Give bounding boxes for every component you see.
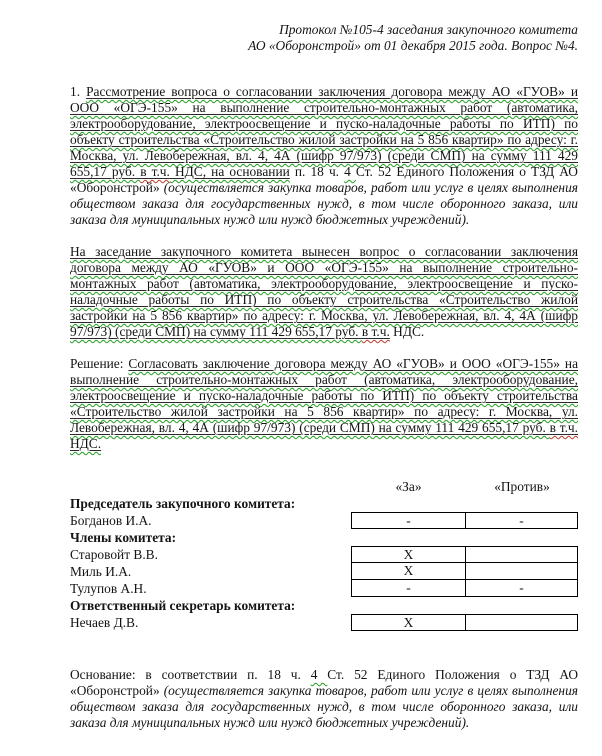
p2-end: НДС.	[389, 324, 425, 339]
p1-plain-mid1: п. 18 ч.	[289, 164, 345, 179]
vote-cell-protiv: -	[466, 512, 578, 529]
vote-row-nechaev	[70, 614, 578, 631]
vote-cell-protiv	[466, 563, 578, 580]
paragraph-3	[70, 356, 578, 452]
basis-paragraph	[70, 667, 578, 731]
p3-abbrev: в т.ч.	[549, 420, 578, 435]
vote-cell-protiv	[466, 495, 578, 512]
vote-row-starovoyt	[70, 546, 578, 563]
vote-cell-za: X	[351, 563, 466, 580]
vote-row-members-title	[70, 529, 578, 546]
p1-plain-mid2: Ст. 52 Единого Положения о ТЗД АО «Оборонстрой»	[70, 164, 578, 195]
p2-underlined-main: На заседание закупочного комитета вынесен вопрос о согласовании заключения договора между АО «ГУОВ» и ООО «ОГЭ-155» на выполнение строительно-монтажных работ (автоматика, электрооборудование, электроосвещение и пуско-наладочные работы по ИТП) по объекту строительства «Строительство жилой застройки на 5 856 квартир» по адресу: г. Москва, ул. Левобережная, вл. 4, 4А (шифр 97/973) (среди СМП) на сумму 111 429 655,17 руб.	[70, 244, 578, 339]
vote-row-bogdanov	[70, 512, 578, 529]
doc-header	[70, 22, 578, 54]
vote-cell-za	[351, 495, 466, 512]
p1-underlined-main: Рассмотрение вопроса о согласовании заключения договора между АО «ГУОВ» и ООО «ОГЭ-155» на выполнение строительно-монтажных работ (автоматика, электрооборудование, электроосвещение и пуско-наладочные работы по ИТП) по объекту строительства «Строительство жилой застройки на 5 856 квартир» по адресу: г. Москва, ул. Левобережная, вл. 4, 4А (шифр 97/973) (среди СМП) на сумму 111 429 655,17 руб.	[70, 84, 578, 179]
vote-cell-za: X	[351, 546, 466, 563]
p3-underlined-main: Согласовать заключение договора между АО «ГУОВ» и ООО «ОГЭ-155» на выполнение строительно-монтажных работ (автоматика, электрооборудование, электроосвещение и пуско-наладочные работы по ИТП) по объекту строительства «Строительство жилой застройки на 5 856 квартир» по адресу: г. Москва, ул. Левобережная, вл. 4, 4А (шифр 97/973) (среди СМП) на сумму 111 429 655,17 руб.	[70, 356, 579, 435]
doc-header-line1: Протокол №105-4 заседания закупочного комитета	[279, 22, 578, 37]
p1-number: 1.	[70, 84, 87, 99]
p1-italic-note: (осуществляется закупка товаров, работ или услуг в целях выполнения обществом заказа для государственных нужд, в том числе оборонного заказа, или заказа для муниципальных нужд или нужд бюджетных учреждений).	[70, 180, 578, 227]
vote-cell-za: -	[351, 512, 466, 529]
vote-row-label: Миль И.А.	[70, 564, 132, 579]
vote-row-label: Старовойт В.В.	[70, 547, 158, 562]
vote-cell-za: -	[351, 580, 466, 597]
p1-after-abbrev: НДС, на основании	[169, 164, 290, 179]
basis-italic-note: (осуществляется закупка товаров, работ или услуг в целях выполнения обществом заказа для государственных нужд, в том числе оборонного заказа, или заказа для муниципальных нужд или нужд бюджетных учреждений).	[70, 683, 578, 730]
vote-row-secretary-title	[70, 597, 578, 614]
paragraph-2	[70, 244, 578, 340]
vote-cell-protiv	[466, 597, 578, 614]
basis-mid: Ст. 52 Единого Положения о ТЗД АО «Оборонстрой»	[70, 667, 578, 698]
vote-cell-za	[351, 597, 466, 614]
vote-cell-protiv: -	[466, 580, 578, 597]
vote-cell-protiv	[466, 546, 578, 563]
vote-header-spacer	[70, 478, 351, 495]
vote-cell-za: X	[351, 614, 466, 631]
vote-col-against-label: «Против»	[494, 479, 550, 494]
voting-table	[70, 478, 578, 631]
p3-label: Решение:	[70, 356, 129, 371]
vote-row-label: Нечаев Д.В.	[70, 615, 139, 630]
vote-row-label: Председатель закупочного комитета:	[70, 496, 296, 511]
p1-num2: 4	[344, 164, 356, 179]
vote-row-chairman-title	[70, 495, 578, 512]
basis-lead: Основание: в соответствии п. 18 ч.	[70, 667, 311, 682]
vote-cell-protiv	[466, 614, 578, 631]
p2-abbrev: в т.ч.	[361, 324, 390, 339]
vote-row-mil	[70, 563, 578, 580]
vote-header-row	[70, 478, 578, 495]
doc-header-line2: АО «Оборонстрой» от 01 декабря 2015 года. Вопрос №4.	[248, 38, 578, 53]
vote-row-tulupov	[70, 580, 578, 597]
paragraph-1	[70, 84, 578, 228]
p3-end: НДС.	[70, 436, 102, 451]
vote-cell-za	[351, 529, 466, 546]
vote-row-label: Тулупов А.Н.	[70, 581, 147, 596]
basis-num: 4	[310, 667, 328, 682]
p1-abbrev: в т.ч.	[140, 164, 170, 179]
vote-cell-protiv	[466, 529, 578, 546]
vote-row-label: Члены комитета:	[70, 530, 177, 545]
vote-row-label: Ответственный секретарь комитета:	[70, 598, 296, 613]
vote-col-for-label: «За»	[395, 479, 422, 494]
vote-row-label: Богданов И.А.	[70, 513, 152, 528]
